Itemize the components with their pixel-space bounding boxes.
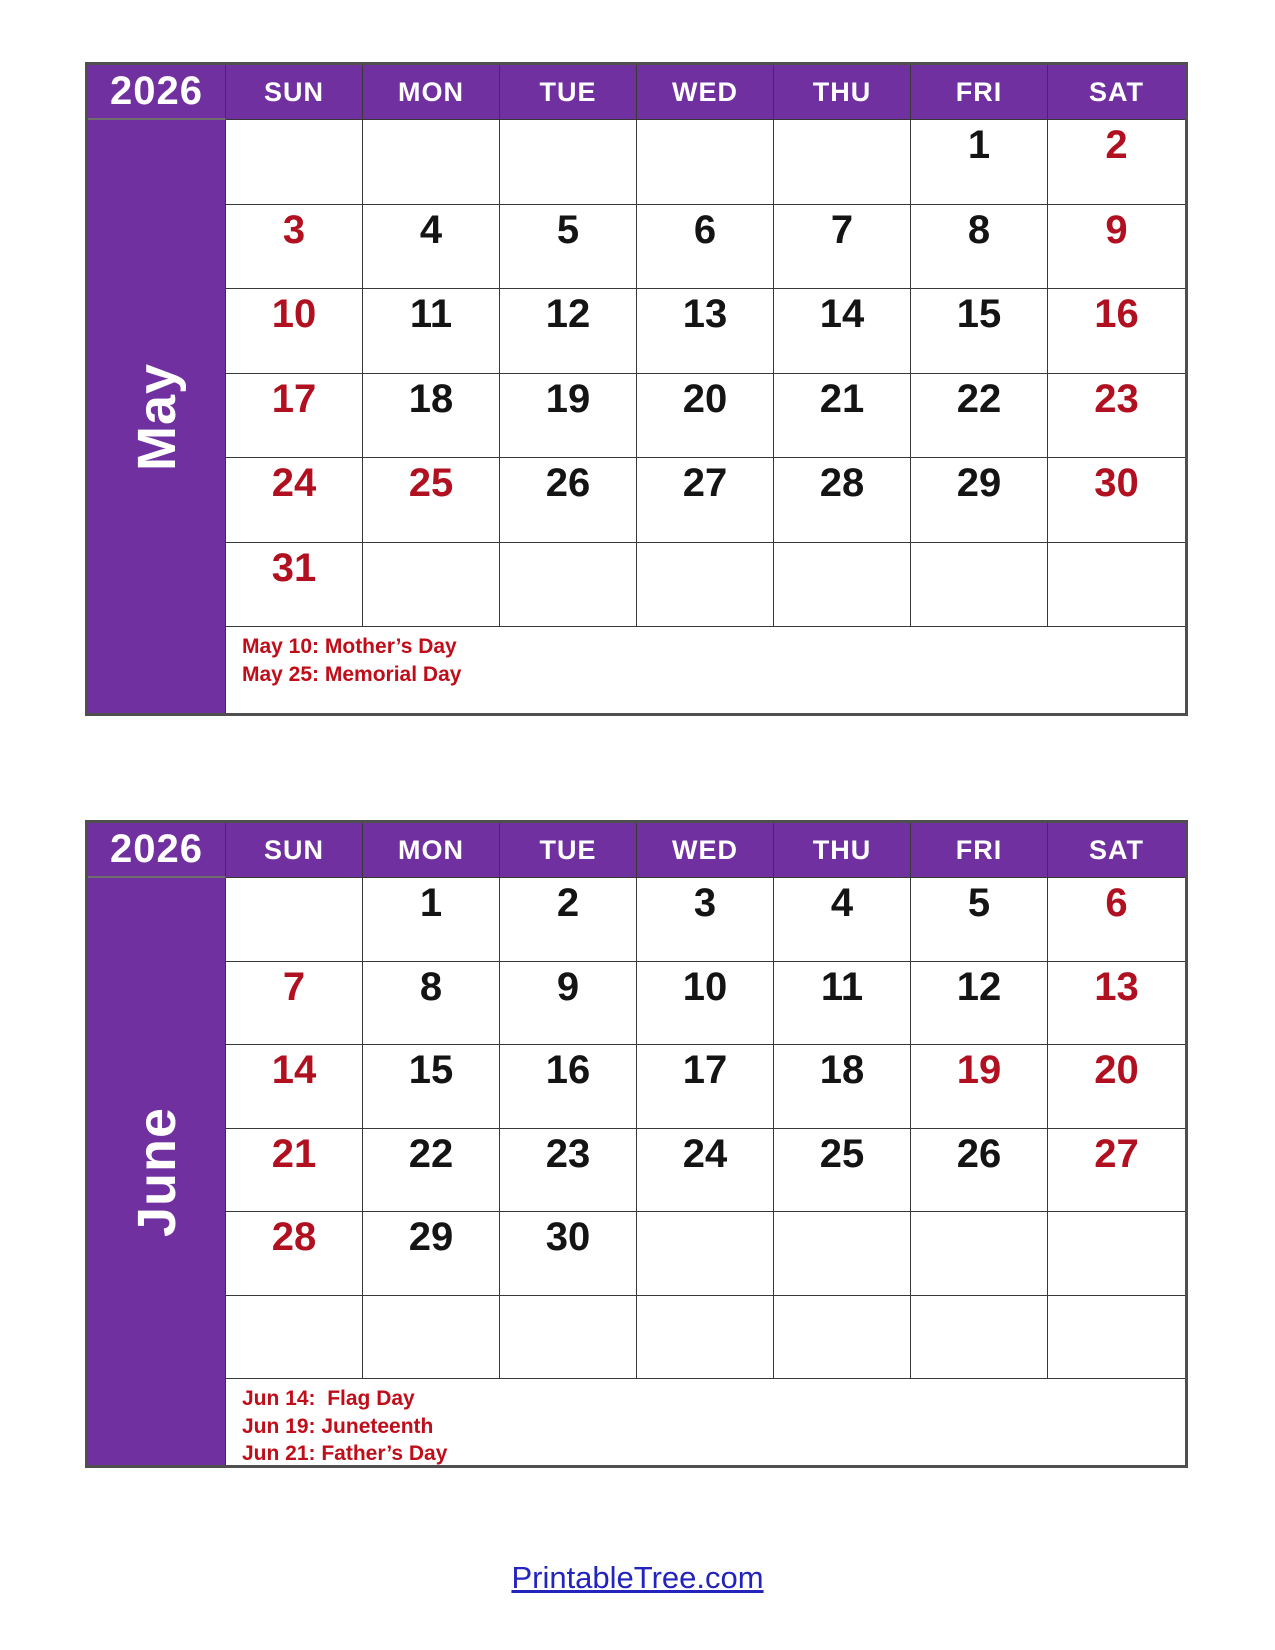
day-header-sat: SAT bbox=[1048, 823, 1185, 878]
date-cell: 5 bbox=[500, 205, 637, 290]
date-cell: 9 bbox=[500, 962, 637, 1046]
date-cell: 6 bbox=[637, 205, 774, 290]
date-cell bbox=[226, 120, 363, 205]
date-cell: 10 bbox=[637, 962, 774, 1046]
date-cell: 1 bbox=[363, 878, 500, 962]
date-cell: 26 bbox=[911, 1129, 1048, 1213]
date-cell: 16 bbox=[1048, 289, 1185, 374]
year-label: 2026 bbox=[88, 65, 226, 120]
holiday-notes bbox=[226, 1379, 1185, 1465]
date-cell: 3 bbox=[226, 205, 363, 290]
date-cell: 11 bbox=[363, 289, 500, 374]
date-cell: 2 bbox=[500, 878, 637, 962]
day-header-fri: FRI bbox=[911, 65, 1048, 120]
date-cell: 7 bbox=[774, 205, 911, 290]
date-cell: 17 bbox=[637, 1045, 774, 1129]
date-cell: 16 bbox=[500, 1045, 637, 1129]
date-cell: 23 bbox=[500, 1129, 637, 1213]
day-header-mon: MON bbox=[363, 65, 500, 120]
date-cell: 29 bbox=[363, 1212, 500, 1296]
date-cell: 24 bbox=[637, 1129, 774, 1213]
date-cell bbox=[226, 1296, 363, 1380]
date-cell bbox=[637, 120, 774, 205]
day-header-mon: MON bbox=[363, 823, 500, 878]
date-cell: 10 bbox=[226, 289, 363, 374]
date-cell: 30 bbox=[500, 1212, 637, 1296]
date-cell bbox=[774, 1212, 911, 1296]
date-cell: 27 bbox=[637, 458, 774, 543]
date-cell: 28 bbox=[774, 458, 911, 543]
date-cell: 28 bbox=[226, 1212, 363, 1296]
date-cell: 18 bbox=[363, 374, 500, 459]
date-cell: 15 bbox=[911, 289, 1048, 374]
date-cell: 1 bbox=[911, 120, 1048, 205]
calendar-june bbox=[85, 820, 1188, 1468]
footer-link[interactable]: PrintableTree.com bbox=[511, 1560, 764, 1595]
date-cell: 15 bbox=[363, 1045, 500, 1129]
date-cell: 13 bbox=[637, 289, 774, 374]
date-cell bbox=[911, 1212, 1048, 1296]
date-cell bbox=[363, 120, 500, 205]
month-label: May bbox=[126, 362, 187, 471]
date-cell bbox=[1048, 543, 1185, 628]
holiday-note-line: Jun 14: Flag Day bbox=[242, 1387, 415, 1410]
day-header-sun: SUN bbox=[226, 823, 363, 878]
day-header-sat: SAT bbox=[1048, 65, 1185, 120]
date-cell bbox=[637, 543, 774, 628]
footer bbox=[0, 1560, 1275, 1596]
day-header-wed: WED bbox=[637, 823, 774, 878]
date-cell: 21 bbox=[774, 374, 911, 459]
date-cell bbox=[363, 543, 500, 628]
date-cell: 22 bbox=[911, 374, 1048, 459]
day-header-sun: SUN bbox=[226, 65, 363, 120]
holiday-note-line: May 25: Memorial Day bbox=[242, 662, 462, 686]
date-cell bbox=[637, 1296, 774, 1380]
date-cell bbox=[363, 1296, 500, 1380]
day-header-thu: THU bbox=[774, 823, 911, 878]
date-cell: 6 bbox=[1048, 878, 1185, 962]
date-cell: 18 bbox=[774, 1045, 911, 1129]
date-cell bbox=[500, 120, 637, 205]
date-cell: 31 bbox=[226, 543, 363, 628]
date-cell bbox=[637, 1212, 774, 1296]
date-cell: 25 bbox=[363, 458, 500, 543]
month-label: June bbox=[126, 1106, 187, 1237]
date-cell: 9 bbox=[1048, 205, 1185, 290]
date-cell: 22 bbox=[363, 1129, 500, 1213]
date-cell: 21 bbox=[226, 1129, 363, 1213]
date-cell bbox=[774, 1296, 911, 1380]
holiday-notes bbox=[226, 627, 1185, 713]
day-header-wed: WED bbox=[637, 65, 774, 120]
day-header-thu: THU bbox=[774, 65, 911, 120]
date-cell: 14 bbox=[226, 1045, 363, 1129]
date-cell: 11 bbox=[774, 962, 911, 1046]
date-cell: 8 bbox=[363, 962, 500, 1046]
date-cell bbox=[1048, 1296, 1185, 1380]
date-cell: 13 bbox=[1048, 962, 1185, 1046]
holiday-note-line: May 10: Mother’s Day bbox=[242, 635, 457, 658]
calendar-may bbox=[85, 62, 1188, 716]
date-cell: 26 bbox=[500, 458, 637, 543]
date-cell bbox=[1048, 1212, 1185, 1296]
date-cell: 19 bbox=[500, 374, 637, 459]
holiday-note-line: Jun 19: Juneteenth bbox=[242, 1414, 434, 1438]
month-sidebar bbox=[88, 120, 226, 713]
date-cell bbox=[774, 120, 911, 205]
date-cell bbox=[500, 1296, 637, 1380]
date-cell: 27 bbox=[1048, 1129, 1185, 1213]
day-header-tue: TUE bbox=[500, 65, 637, 120]
date-cell: 12 bbox=[500, 289, 637, 374]
date-cell: 4 bbox=[774, 878, 911, 962]
date-cell: 19 bbox=[911, 1045, 1048, 1129]
day-header-fri: FRI bbox=[911, 823, 1048, 878]
date-cell: 7 bbox=[226, 962, 363, 1046]
date-cell bbox=[911, 543, 1048, 628]
date-cell: 4 bbox=[363, 205, 500, 290]
date-cell bbox=[226, 878, 363, 962]
date-cell: 20 bbox=[1048, 1045, 1185, 1129]
date-cell: 8 bbox=[911, 205, 1048, 290]
date-cell: 2 bbox=[1048, 120, 1185, 205]
date-cell bbox=[500, 543, 637, 628]
date-cell bbox=[774, 543, 911, 628]
date-cell: 23 bbox=[1048, 374, 1185, 459]
month-sidebar bbox=[88, 878, 226, 1465]
date-cell: 5 bbox=[911, 878, 1048, 962]
date-cell: 24 bbox=[226, 458, 363, 543]
day-header-tue: TUE bbox=[500, 823, 637, 878]
holiday-note-line: Jun 21: Father’s Day bbox=[242, 1442, 448, 1466]
date-cell: 12 bbox=[911, 962, 1048, 1046]
year-label: 2026 bbox=[88, 823, 226, 878]
date-cell: 17 bbox=[226, 374, 363, 459]
date-cell: 29 bbox=[911, 458, 1048, 543]
date-cell bbox=[911, 1296, 1048, 1380]
date-cell: 25 bbox=[774, 1129, 911, 1213]
date-cell: 14 bbox=[774, 289, 911, 374]
date-cell: 3 bbox=[637, 878, 774, 962]
date-cell: 20 bbox=[637, 374, 774, 459]
date-cell: 30 bbox=[1048, 458, 1185, 543]
